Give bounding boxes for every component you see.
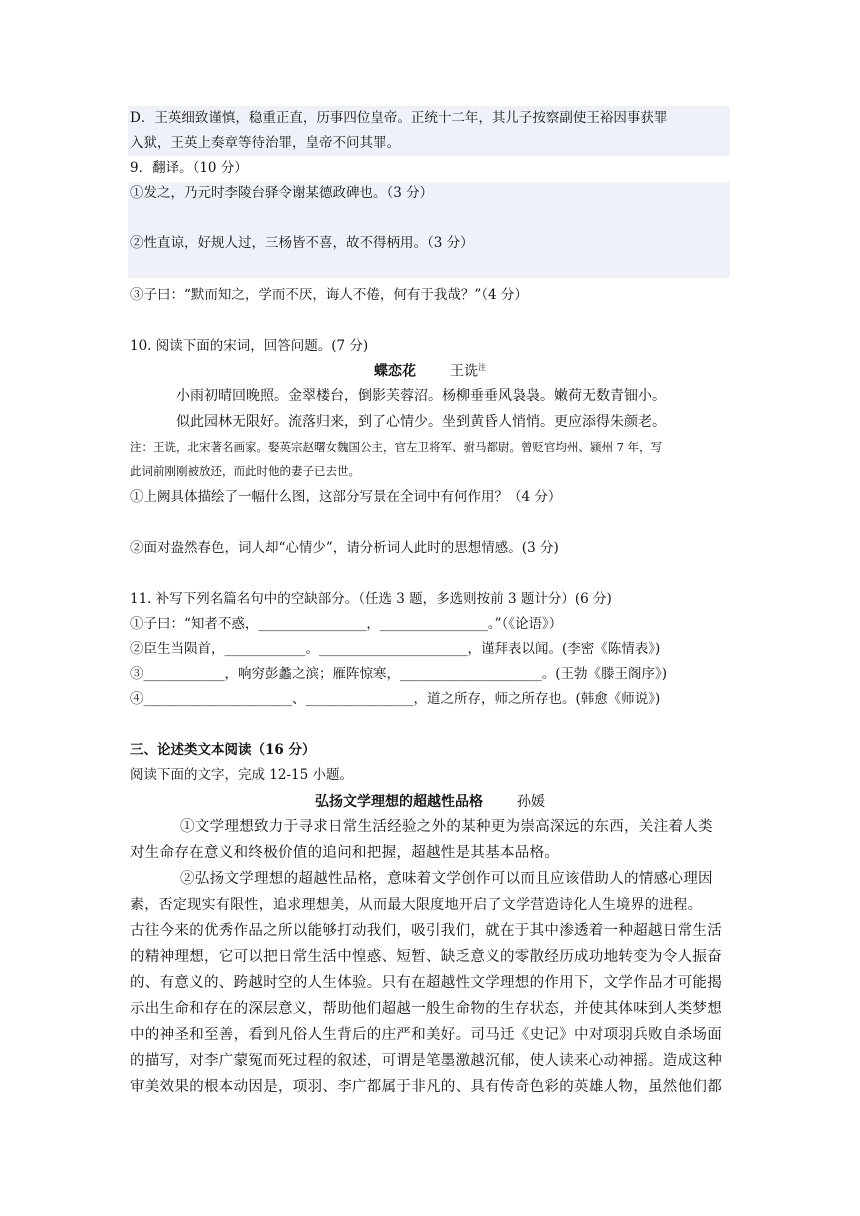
question-10-item-2: ②面对盎然春色，词人却“心情少”，请分析词人此时的思想情感。(3 分)	[130, 540, 559, 556]
poem-note-line-2: 此词前刚刚被放还，而此时他的妻子已去世。	[130, 464, 360, 478]
article-paragraph-2-line-8: 的描写，对李广蒙冤而死过程的叙述，可谓是笔墨激越沉郁，使人读来心动神摇。造成这种	[130, 1053, 722, 1069]
question-11-item-3: ③____________，响穷彭蠡之滨；雁阵惊寒，_____________________。(王勃《滕王阁序》)	[130, 666, 668, 682]
poem-author-note-mark: 注	[478, 363, 486, 372]
article-author: 孙媛	[517, 794, 545, 810]
article-paragraph-1-line-2: 对生命存在意义和终极价值的追问和把握，超越性是其基本品格。	[130, 845, 560, 861]
question-9-item-2: ②性直谅，好规人过，三杨皆不喜，故不得柄用。（3 分）	[130, 235, 474, 251]
question-9-item-1: ①发之，乃元时李陵台驿令谢某德政碑也。（3 分）	[130, 185, 434, 201]
question-11-item-2: ②臣生当陨首，____________。______________________，谨拜表以闻。(李密《陈情表》)	[130, 641, 661, 657]
question-11-item-4: ④______________________、________________，道之所存，师之所存也。(韩愈《师说》)	[130, 691, 661, 707]
article-paragraph-2-line-3: 古往今来的优秀作品之所以能够打动我们，吸引我们，就在于其中渗透着一种超越日常生活	[130, 923, 722, 939]
poem-author: 王诜	[450, 363, 478, 380]
question-10-heading: 10. 阅读下面的宋词，回答问题。(7 分)	[130, 338, 369, 354]
article-paragraph-2-line-5: 的、有意义的、跨越时空的人生体验。只有在超越性文学理想的作用下，文学作品才可能揭	[130, 975, 722, 991]
poem-title: 蝶恋花	[374, 363, 416, 380]
question-11-item-1: ①子曰：“知者不惑，________________，________________。”（《论语》）	[130, 616, 563, 632]
question-10-item-1: ①上阙具体描绘了一幅什么图，这部分写景在全词中有何作用？（4 分）	[130, 489, 562, 505]
article-paragraph-2-line-2: 素，否定现实有限性，追求理想美，从而最大限度地开启了文学营造诗化人生境界的进程。	[130, 897, 702, 913]
poem-line-2: 似此园林无限好。流落归来，到了心情少。坐到黄昏人悄悄。更应添得朱颜老。	[176, 414, 666, 430]
poem-note-line-1: 注：王诜，北宋著名画家。娶英宗赵曙女魏国公主，官左卫将军、驸马都尉。曾贬官均州、颍州 7 年，写	[130, 440, 663, 454]
question-11-heading: 11. 补写下列名篇名句中的空缺部分。（任选 3 题，多选则按前 3 题计分）(6 分)	[130, 591, 612, 607]
article-title: 弘扬文学理想的超越性品格	[315, 794, 483, 810]
option-d-line-1: D．王英细致谨慎，稳重正直，历事四位皇帝。正统十二年，其儿子按察副使王裕因事获罪	[130, 110, 668, 126]
article-paragraph-1-line-1: ①文学理想致力于寻求日常生活经验之外的某种更为崇高深远的东西，关注着人类	[180, 819, 713, 835]
article-paragraph-2-line-4: 的精神理想，它可以把日常生活中惶惑、短暂、缺乏意义的零散经历成功地转变为令人振奋	[130, 949, 722, 965]
section-3-instruction: 阅读下面的文字，完成 12-15 小题。	[130, 767, 354, 783]
article-paragraph-2-line-6: 示出生命和存在的深层意义，帮助他们超越一般生命物的生存状态，并使其体味到人类梦想	[130, 1001, 722, 1017]
option-d-line-2: 入狱，王英上奏章等待治罪，皇帝不问其罪。	[130, 135, 400, 151]
section-3-heading: 三、论述类文本阅读（16 分）	[130, 742, 316, 758]
poem-heading	[130, 364, 730, 379]
article-paragraph-2-line-1: ②弘扬文学理想的超越性品格，意味着文学创作可以而且应该借助人的情感心理因	[180, 871, 713, 887]
article-paragraph-2-line-7: 中的神圣和至善，看到凡俗人生背后的庄严和美好。司马迁《史记》中对项羽兵败自杀场面	[130, 1027, 722, 1043]
question-9-heading: 9．翻译。（10 分）	[130, 160, 248, 176]
poem-line-1: 小雨初晴回晚照。金翠楼台，倒影芙蓉沼。杨柳垂垂风袅袅。嫩荷无数青钿小。	[176, 388, 666, 404]
article-heading	[130, 795, 730, 809]
article-paragraph-2-line-9: 审美效果的根本动因是，项羽、李广都属于非凡的、具有传奇色彩的英雄人物，虽然他们都	[130, 1079, 722, 1095]
question-9-item-3: ③子曰：“默而知之，学而不厌，诲人不倦，何有于我哉？”（4 分）	[130, 287, 528, 303]
